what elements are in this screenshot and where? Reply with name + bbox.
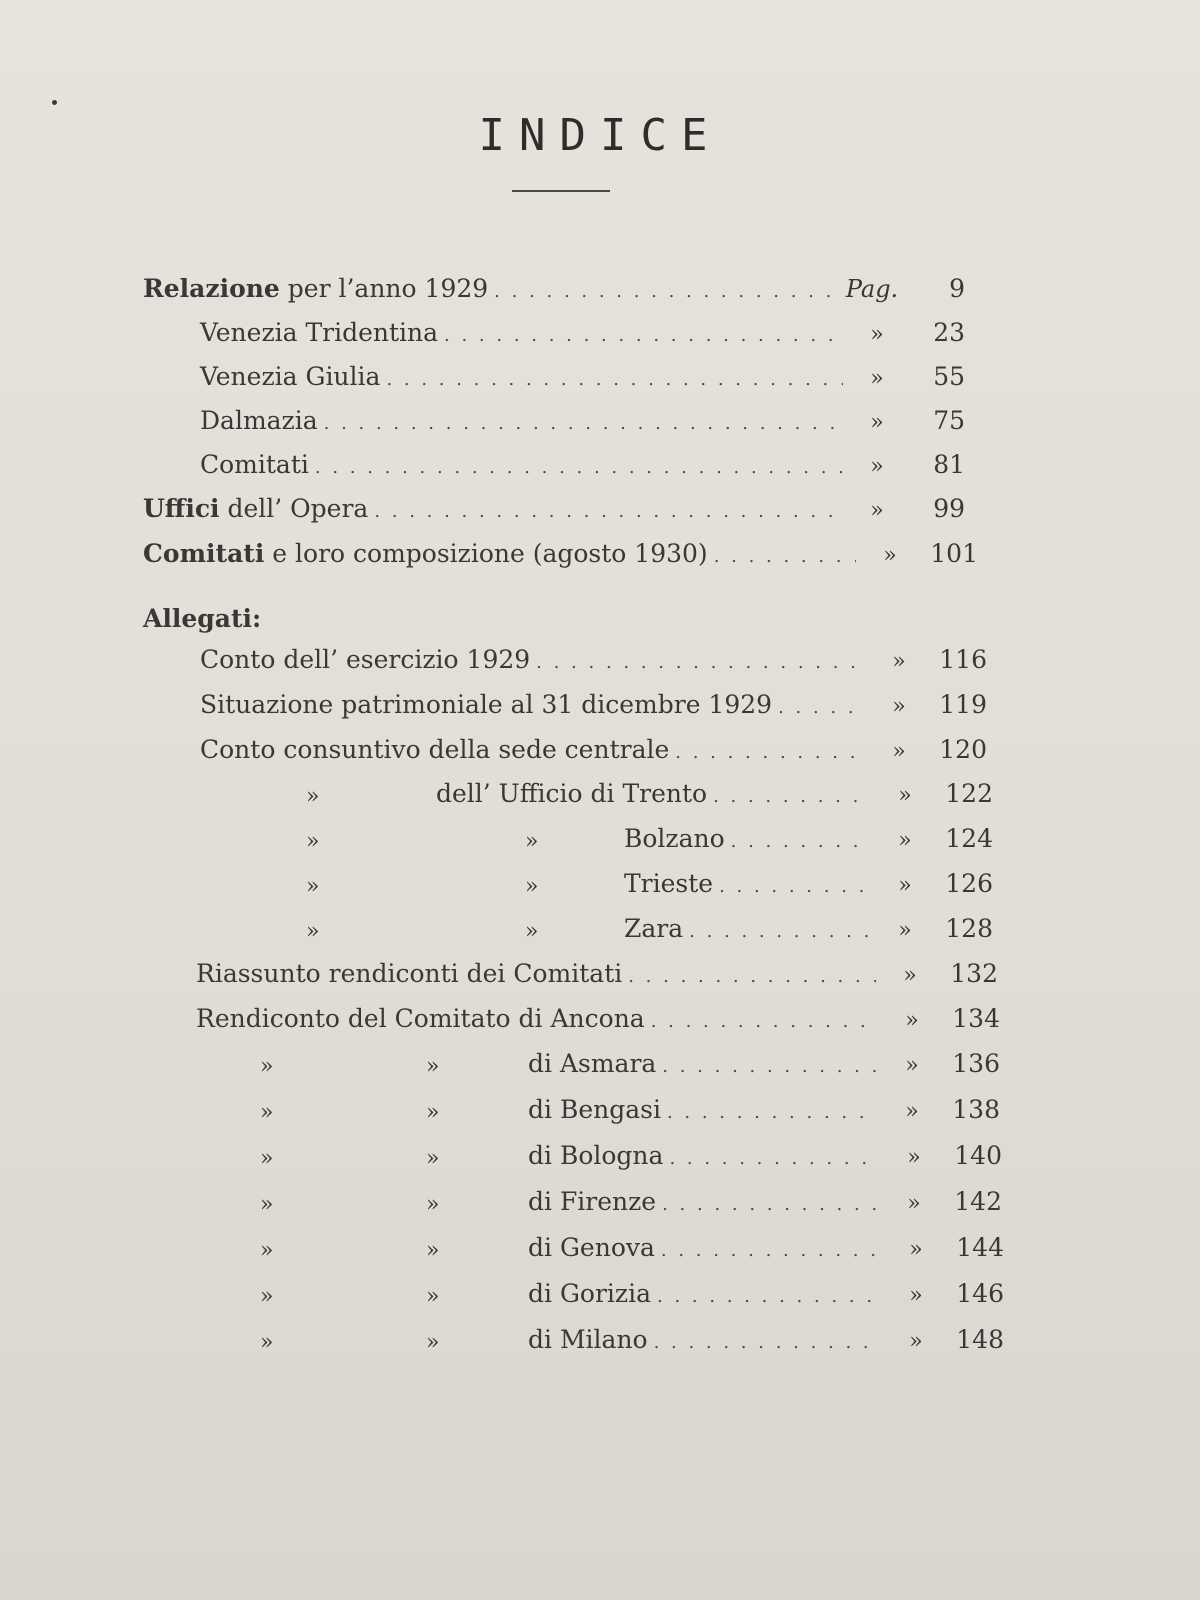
ditto-mark: » — [426, 1054, 440, 1079]
toc-entry[interactable]: Venezia Tridentina . . . » 23 — [200, 316, 965, 350]
page-title: INDICE — [478, 110, 722, 161]
allegato-entry[interactable]: dell’ Ufficio di Trento . . . » 122 — [436, 777, 993, 811]
page-number: 128 — [945, 914, 993, 943]
page-marker: Pag. — [845, 275, 899, 303]
page-number: 124 — [945, 824, 993, 853]
toc-entry[interactable]: Comitati . . . » 81 — [200, 448, 965, 482]
toc-entry-relazione[interactable]: Relazione per l’anno 1929 . . . Pag. 9 — [143, 272, 965, 306]
page-number: 134 — [952, 1004, 1000, 1033]
dot-leader — [654, 1326, 882, 1360]
ditto-mark: » — [907, 1145, 921, 1170]
ditto-mark: » — [870, 322, 884, 347]
toc-entry[interactable]: Dalmazia . . . » 75 — [200, 404, 965, 438]
ditto-mark: » — [426, 1330, 440, 1355]
ditto-mark: » — [883, 543, 897, 568]
dot-leader — [669, 1142, 880, 1176]
allegato-entry[interactable]: Situazione patrimoniale al 31 dicembre 1929 . . . » 119 — [200, 688, 987, 722]
ditto-mark: » — [903, 963, 917, 988]
ditto-mark: » — [870, 410, 884, 435]
dot-leader — [628, 960, 876, 994]
dot-leader — [714, 540, 856, 574]
dot-leader — [386, 363, 843, 397]
toc-entry-uffici[interactable]: Uffici dell’ Opera . . . » 99 — [143, 492, 965, 526]
page-number: 138 — [952, 1095, 1000, 1124]
page-number: 144 — [956, 1233, 1004, 1262]
ditto-mark: » — [260, 1238, 274, 1263]
page-number: 101 — [930, 539, 978, 568]
allegato-entry[interactable]: Trieste . . . » 126 — [624, 867, 993, 901]
page-number: 9 — [949, 274, 965, 303]
dot-leader — [731, 825, 871, 859]
page-number: 148 — [956, 1325, 1004, 1354]
allegato-entry[interactable]: di Asmara . . . » 136 — [528, 1047, 1000, 1081]
allegato-entry[interactable]: Conto dell’ esercizio 1929 . . . » 116 — [200, 643, 987, 677]
page-number: 116 — [939, 645, 987, 674]
dot-leader — [667, 1096, 878, 1130]
ditto-mark: » — [870, 498, 884, 523]
section-heading-allegati: Allegati: — [143, 604, 262, 633]
dot-leader — [536, 646, 865, 680]
ditto-mark: » — [426, 1146, 440, 1171]
ditto-mark: » — [898, 828, 912, 853]
ditto-mark: » — [898, 783, 912, 808]
ditto-mark: » — [306, 919, 320, 944]
ditto-mark: » — [306, 874, 320, 899]
ditto-mark: » — [905, 1053, 919, 1078]
ditto-mark: » — [898, 873, 912, 898]
allegato-entry[interactable]: di Gorizia . . . » 146 — [528, 1277, 1004, 1311]
allegato-entry[interactable]: Riassunto rendiconti dei Comitati . . . » 132 — [196, 957, 998, 991]
ditto-mark: » — [260, 1100, 274, 1125]
dot-leader — [675, 736, 865, 770]
dot-leader — [324, 407, 843, 441]
page-number: 55 — [933, 362, 965, 391]
page-number: 122 — [945, 779, 993, 808]
page-number: 99 — [933, 494, 965, 523]
page-number: 136 — [952, 1049, 1000, 1078]
page-number: 142 — [954, 1187, 1002, 1216]
allegato-entry[interactable]: Conto consuntivo della sede centrale . . . » 120 — [200, 733, 987, 767]
ditto-mark: » — [525, 919, 539, 944]
dot-leader — [662, 1050, 878, 1084]
ditto-mark: » — [909, 1237, 923, 1262]
ditto-mark: » — [892, 694, 906, 719]
ditto-mark: » — [260, 1054, 274, 1079]
page-number: 146 — [956, 1279, 1004, 1308]
ditto-mark: » — [870, 366, 884, 391]
ditto-mark: » — [907, 1191, 921, 1216]
dot-leader — [713, 780, 871, 814]
allegato-entry[interactable]: di Bologna . . . » 140 — [528, 1139, 1002, 1173]
allegato-entry[interactable]: Bolzano . . . » 124 — [624, 822, 993, 856]
page-number: 132 — [950, 959, 998, 988]
ditto-mark: » — [870, 454, 884, 479]
ditto-mark: » — [909, 1283, 923, 1308]
dot-leader — [651, 1005, 878, 1039]
page-number: 126 — [945, 869, 993, 898]
dot-leader — [494, 275, 833, 309]
ditto-mark: » — [898, 918, 912, 943]
ditto-mark: » — [892, 649, 906, 674]
allegato-entry[interactable]: di Genova . . . » 144 — [528, 1231, 1004, 1265]
allegato-entry[interactable]: Rendiconto del Comitato di Ancona . . . » 134 — [196, 1002, 1000, 1036]
allegato-entry[interactable]: di Milano . . . » 148 — [528, 1323, 1004, 1357]
page-number: 23 — [933, 318, 965, 347]
ditto-mark: » — [909, 1329, 923, 1354]
ditto-mark: » — [260, 1284, 274, 1309]
dot-leader — [662, 1188, 880, 1222]
ditto-mark: » — [905, 1008, 919, 1033]
toc-entry[interactable]: Venezia Giulia . . . » 55 — [200, 360, 965, 394]
ditto-mark: » — [905, 1099, 919, 1124]
dot-leader — [657, 1280, 882, 1314]
allegato-entry[interactable]: Zara . . . » 128 — [624, 912, 993, 946]
page-number: 81 — [933, 450, 965, 479]
ditto-mark: » — [260, 1146, 274, 1171]
dot-leader — [444, 319, 843, 353]
dot-leader — [689, 915, 871, 949]
allegato-entry[interactable]: di Bengasi . . . » 138 — [528, 1093, 1000, 1127]
dot-leader — [661, 1234, 882, 1268]
dot-leader — [719, 870, 871, 904]
ditto-mark: » — [426, 1238, 440, 1263]
ditto-mark: » — [306, 829, 320, 854]
page-number: 119 — [939, 690, 987, 719]
dot-leader — [315, 451, 843, 485]
dot-leader — [778, 691, 865, 725]
allegato-entry[interactable]: di Firenze . . . » 142 — [528, 1185, 1002, 1219]
ditto-mark: » — [426, 1100, 440, 1125]
dot-leader — [374, 495, 843, 529]
page-number: 140 — [954, 1141, 1002, 1170]
toc-entry-comitati[interactable]: Comitati e loro composizione (agosto 1930) . . . » 101 — [143, 537, 978, 571]
ditto-mark: » — [260, 1330, 274, 1355]
page-number: 120 — [939, 735, 987, 764]
ditto-mark: » — [525, 874, 539, 899]
ditto-mark: » — [426, 1284, 440, 1309]
ditto-mark: » — [892, 739, 906, 764]
ditto-mark: » — [260, 1192, 274, 1217]
ditto-mark: » — [306, 784, 320, 809]
ditto-mark: » — [525, 829, 539, 854]
ditto-mark: » — [426, 1192, 440, 1217]
page-number: 75 — [933, 406, 965, 435]
